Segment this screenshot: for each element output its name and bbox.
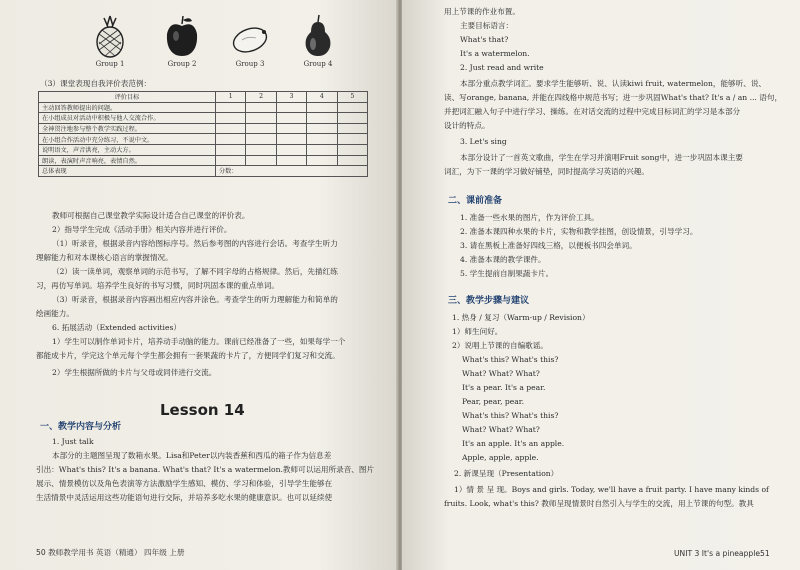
text-line: 都能成卡片，学完这个单元每个学生都会拥有一套果蔬的卡片了，方便同学们复习和交流。 bbox=[36, 351, 340, 360]
total-label: 总体表现 bbox=[39, 166, 216, 177]
table-header: 1 bbox=[216, 92, 246, 103]
prep-item: 2. 准备本课四种水果的卡片，实物和教学挂图，创设情景，引导学习。 bbox=[460, 227, 698, 236]
page-footer-unit: UNIT 3 It's a pineapple. bbox=[674, 549, 763, 558]
group-2-fruit bbox=[152, 14, 212, 68]
text-line: 绘画能力。 bbox=[36, 309, 74, 318]
text-line: 6. 拓展活动（Extended activities） bbox=[52, 323, 181, 332]
group-3-fruit bbox=[220, 14, 280, 68]
page-footer-left: 50 教师教学用书 英语（精通） 四年级 上册 bbox=[36, 548, 185, 557]
text-line: 1）学生可以制作单词卡片，培养动手动脑的能力。课前已经准备了一些，如果每学一个 bbox=[52, 337, 346, 346]
text-line: 并把词汇融入句子中进行学习、操练。在对话交流的过程中完成目标词汇的学习是本部分 bbox=[444, 107, 741, 116]
table-row bbox=[39, 134, 368, 145]
section-heading: 一、教学内容与分析 bbox=[40, 422, 122, 432]
table-row bbox=[39, 102, 368, 113]
text-line: 展示、情景模仿以及角色表演等方法激励学生感知、模仿、学习和体验，引导学生能够在 bbox=[36, 479, 333, 488]
table-cell: 主动回答教师提出的问题。 bbox=[39, 102, 216, 113]
step-line: 1）师生问好。 bbox=[452, 327, 503, 336]
prep-item: 5. 学生提前自制果蔬卡片。 bbox=[460, 269, 554, 278]
text-line: 2. Just read and write bbox=[460, 63, 544, 72]
group-1-label: Group 1 bbox=[95, 60, 125, 68]
text-line: 词汇，为下一课的学习做好铺垫，同时提高学习英语的兴趣。 bbox=[444, 167, 650, 176]
prep-item: 1. 准备一些水果的图片，作为评价工具。 bbox=[460, 213, 599, 222]
text-line: 本部分重点教学词汇。要求学生能够听、说、认读kiwi fruit, watermelon，能够听、说、 bbox=[460, 79, 767, 88]
group-1-fruit bbox=[80, 14, 140, 68]
page-number: 51 bbox=[760, 549, 770, 558]
chant-line: Apple, apple, apple. bbox=[462, 453, 539, 462]
chant-line: What's this? What's this? bbox=[462, 355, 559, 364]
apple-icon bbox=[162, 14, 202, 58]
text-line: （1）听录音，根据录音内容给图标序号。然后参考图的内容进行会话。考查学生听力 bbox=[52, 239, 338, 248]
lesson-title: Lesson 14 bbox=[160, 401, 245, 419]
table-row bbox=[39, 113, 368, 124]
table-header: 2 bbox=[246, 92, 276, 103]
chant-line: What's this? What's this? bbox=[462, 411, 559, 420]
text-line: 1）情 景 呈 现。Boys and girls. Today, we'll have a fruit party. I have many kinds of bbox=[454, 485, 769, 494]
right-page bbox=[402, 0, 800, 570]
text-line: 生活情景中灵活运用这些功能语句进行交际，并培养多吃水果的健康意识。也可以延续使 bbox=[36, 493, 333, 502]
presentation-heading: 2. 新课呈现（Presentation） bbox=[454, 469, 559, 478]
table-cell: 全神贯注地参与整个教学实践过程。 bbox=[39, 123, 216, 134]
text-line: 引出：What's this? It's a banana. What's that? It's a watermelon.教师可以运用所录音、图片 bbox=[36, 465, 375, 474]
text-line: （3）听录音，根据录音内容画出相应内容并涂色。考查学生的听力理解能力和简单的 bbox=[52, 295, 338, 304]
table-cell: 在小组成员对活动中积极与他人交流合作。 bbox=[39, 113, 216, 124]
table-header: 评价目标 bbox=[39, 92, 216, 103]
text-line: 用上节课的作业布置。 bbox=[444, 7, 520, 16]
prep-item: 3. 请在黑板上准备好四线三格，以便板书四会单词。 bbox=[460, 241, 637, 250]
table-row bbox=[39, 155, 368, 166]
chant-line: What? What? What? bbox=[462, 425, 540, 434]
step-line: 2）说唱上节课的自编歌谣。 bbox=[452, 341, 548, 350]
table-header: 5 bbox=[337, 92, 367, 103]
table-total-row bbox=[39, 166, 368, 177]
group-4-fruit bbox=[288, 14, 348, 68]
eval-heading: （3）课堂表现自我评价表范例： bbox=[40, 79, 152, 88]
group-4-label: Group 4 bbox=[303, 60, 333, 68]
pineapple-icon bbox=[90, 14, 130, 58]
text-line: 教师可根据自己课堂教学实际设计适合自己课堂的评价表。 bbox=[52, 211, 250, 220]
text-line: 主要目标语言： bbox=[460, 21, 514, 30]
chant-line: Pear, pear, pear. bbox=[462, 397, 525, 406]
section-heading: 三、教学步骤与建议 bbox=[448, 296, 530, 306]
text-line: 2）指导学生完成《活动手册》相关内容并进行评价。 bbox=[52, 225, 232, 234]
text-line: 理解能力和对本课核心语言的掌握情况。 bbox=[36, 253, 173, 262]
text-line: （2）读一读单词，观察单词的示范书写，了解不同字母的占格规律。然后，先描红练 bbox=[52, 267, 338, 276]
subsection-heading: 1. Just talk bbox=[52, 437, 94, 446]
group-2-label: Group 2 bbox=[167, 60, 197, 68]
left-page bbox=[0, 0, 398, 570]
step-line: 1. 热身 / 复习（Warm-up / Revision） bbox=[452, 313, 590, 322]
text-line: 2）学生根据所做的卡片与父母或同伴进行交流。 bbox=[52, 368, 217, 377]
score-label: 分数： bbox=[216, 166, 368, 177]
table-cell: 朗读，表演时声音响亮，表情自然。 bbox=[39, 155, 216, 166]
table-header: 3 bbox=[276, 92, 306, 103]
text-line: 本部分设计了一首英文歌曲，学生在学习并演唱Fruit song中，进一步巩固本课主要 bbox=[460, 153, 743, 162]
text-line: 读、写orange, banana, 并能在四线格中规范书写；进一步巩固What's that? It's a / an ... 语句， bbox=[444, 93, 783, 102]
table-row bbox=[39, 144, 368, 155]
chant-line: It's an apple. It's an apple. bbox=[462, 439, 565, 448]
text-line: What's that? bbox=[460, 35, 509, 44]
fruit-groups bbox=[80, 14, 360, 74]
text-line: 本部分的主题图呈现了数箱水果。Lisa和Peter以内装香蕉和西瓜的箱子作为信息差 bbox=[52, 451, 332, 460]
chant-line: What? What? What? bbox=[462, 369, 540, 378]
chant-line: It's a pear. It's a pear. bbox=[462, 383, 546, 392]
table-cell: 在小组合作活动中充分练习，不说中文。 bbox=[39, 134, 216, 145]
text-line: It's a watermelon. bbox=[460, 49, 530, 58]
text-line: fruits. Look, what's this? 教师呈现情景时自然引入与学生的交流，用上节课的句型。教具 bbox=[444, 499, 754, 508]
text-line: 3. Let's sing bbox=[460, 137, 507, 146]
table-header-row bbox=[39, 92, 368, 103]
group-3-label: Group 3 bbox=[235, 60, 265, 68]
prep-item: 4. 准备本课的教学课件。 bbox=[460, 255, 546, 264]
text-line: 设计的特点。 bbox=[444, 121, 490, 130]
section-heading: 二、课前准备 bbox=[448, 196, 503, 206]
table-row bbox=[39, 123, 368, 134]
self-evaluation-table bbox=[38, 91, 368, 177]
pear-icon bbox=[298, 14, 338, 58]
table-header: 4 bbox=[307, 92, 337, 103]
text-line: 习，再仿写单词。培养学生良好的书写习惯，同时巩固本课的重点单词。 bbox=[36, 281, 279, 290]
lemon-icon bbox=[228, 14, 272, 58]
table-cell: 说明语文，声音洪亮，主动大方。 bbox=[39, 144, 216, 155]
